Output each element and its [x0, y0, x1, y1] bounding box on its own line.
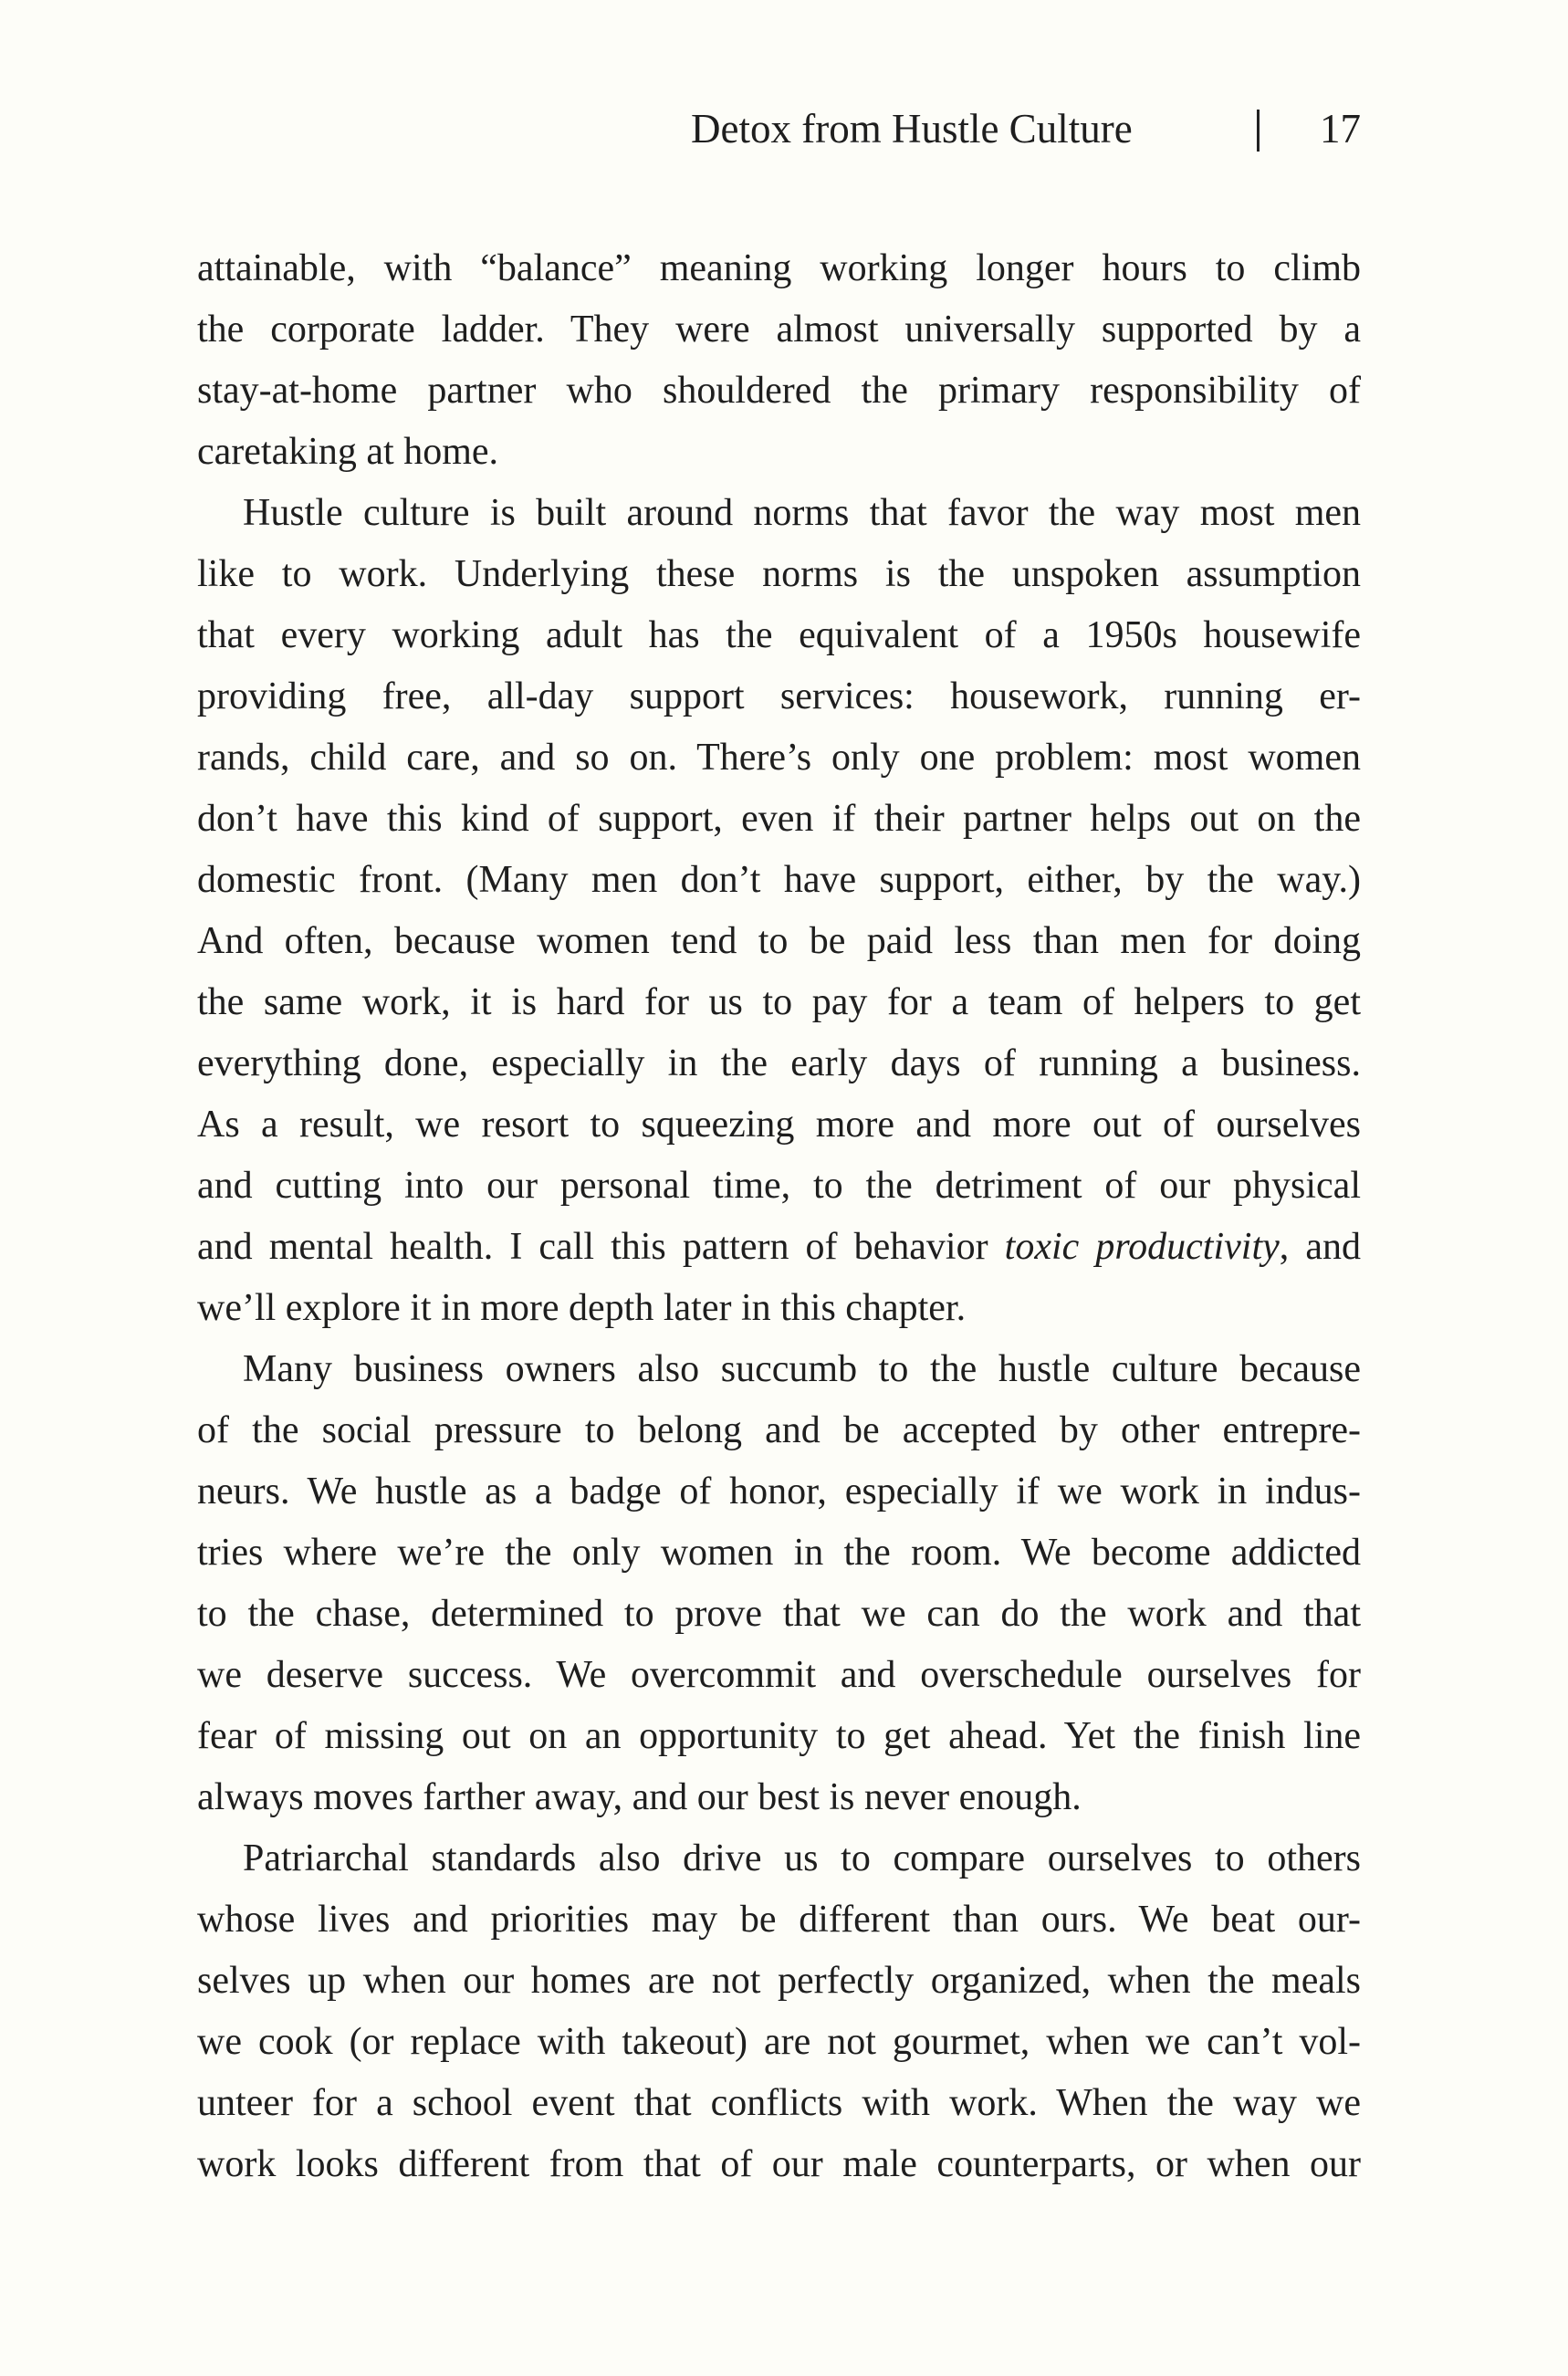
line-text: always moves farther away, and our best is never enough. [197, 1776, 1082, 1818]
text-line [197, 605, 1361, 666]
paragraph [197, 483, 1361, 1339]
line-text: selves up when our homes are not perfectly organized, when the meals [197, 1960, 1361, 2002]
text-line [197, 1706, 1361, 1767]
text-line [197, 972, 1361, 1033]
line-text: that every working adult has the equivalent of a 1950s housewife [197, 614, 1361, 656]
text-line [197, 1094, 1361, 1156]
line-text: everything done, especially in the early days of running a business. [197, 1042, 1361, 1084]
line-text: attainable, with “balance” meaning working longer hours to climb [197, 247, 1361, 289]
text-line [197, 850, 1361, 911]
paragraph [197, 1339, 1361, 1828]
line-text: stay-at-home partner who shouldered the primary responsibility of [197, 370, 1361, 412]
text-line [197, 911, 1361, 972]
text-line [197, 1828, 1361, 1889]
line-text: the corporate ladder. They were almost universally supported by a [197, 309, 1361, 351]
italic-term: toxic productivity [1004, 1226, 1280, 1268]
line-text: whose lives and priorities may be different than ours. We beat our- [197, 1899, 1361, 1941]
line-text: tries where we’re the only women in the room. We become addicted [197, 1532, 1361, 1574]
header-divider [1257, 110, 1260, 152]
text-line [197, 1156, 1361, 1217]
line-text: domestic front. (Many men don’t have support, either, by the way.) [197, 859, 1361, 901]
running-title: Detox from Hustle Culture [691, 106, 1133, 152]
text-line [197, 238, 1361, 299]
text-line [197, 483, 1361, 544]
line-text: unteer for a school event that conflicts with work. When the way we [197, 2082, 1361, 2124]
line-text: And often, because women tend to be paid less than men for doing [197, 920, 1361, 962]
text-line [197, 1584, 1361, 1645]
line-text: of the social pressure to belong and be accepted by other entrepre- [197, 1409, 1361, 1451]
text-line [197, 1889, 1361, 1951]
body-text [197, 238, 1361, 2195]
line-text: Many business owners also succumb to the hustle culture because [243, 1348, 1361, 1390]
line-text: we’ll explore it in more depth later in this chapter. [197, 1287, 967, 1329]
text-line [197, 1033, 1361, 1094]
text-line [197, 1645, 1361, 1706]
text-line [197, 2073, 1361, 2134]
page-number: 17 [1320, 106, 1361, 152]
line-text: neurs. We hustle as a badge of honor, especially if we work in indus- [197, 1471, 1361, 1512]
text-line [197, 2134, 1361, 2195]
line-text: to the chase, determined to prove that we can do the work and that [197, 1593, 1361, 1635]
line-text: and cutting into our personal time, to the detriment of our physical [197, 1165, 1361, 1207]
text-line [197, 1217, 1361, 1278]
text-line [197, 727, 1361, 789]
paragraph [197, 1828, 1361, 2195]
line-text: the same work, it is hard for us to pay for a team of helpers to get [197, 981, 1361, 1023]
text-line [197, 299, 1361, 361]
text-line [197, 1339, 1361, 1400]
line-text: and mental health. I call this pattern of behavior [197, 1226, 1005, 1268]
line-text: don’t have this kind of support, even if their partner helps out on the [197, 798, 1361, 840]
text-line [197, 1461, 1361, 1523]
text-line [197, 1951, 1361, 2012]
line-text: we cook (or replace with takeout) are not gourmet, when we can’t vol- [197, 2021, 1361, 2063]
text-line [197, 789, 1361, 850]
line-text: fear of missing out on an opportunity to get ahead. Yet the finish line [197, 1715, 1361, 1757]
text-line [197, 361, 1361, 422]
line-text: rands, child care, and so on. There’s only one problem: most women [197, 737, 1361, 779]
text-line [197, 544, 1361, 605]
text-line [197, 666, 1361, 727]
text-line [197, 1523, 1361, 1584]
line-text: , and [1279, 1226, 1361, 1268]
text-line [197, 1400, 1361, 1461]
text-line [197, 1278, 1361, 1339]
line-text: caretaking at home. [197, 431, 499, 473]
text-line [197, 1767, 1361, 1828]
text-line [197, 2012, 1361, 2073]
paragraph [197, 238, 1361, 483]
line-text: providing free, all-day support services: housework, running er- [197, 675, 1361, 717]
running-header [639, 99, 1361, 159]
line-text: work looks different from that of our male counterparts, or when our [197, 2143, 1361, 2185]
line-text: As a result, we resort to squeezing more and more out of ourselves [197, 1104, 1361, 1146]
line-text: Patriarchal standards also drive us to compare ourselves to others [243, 1837, 1361, 1879]
text-line [197, 422, 1361, 483]
line-text: we deserve success. We overcommit and overschedule ourselves for [197, 1654, 1361, 1696]
line-text: Hustle culture is built around norms that favor the way most men [243, 492, 1361, 534]
line-text: like to work. Underlying these norms is the unspoken assumption [197, 553, 1361, 595]
